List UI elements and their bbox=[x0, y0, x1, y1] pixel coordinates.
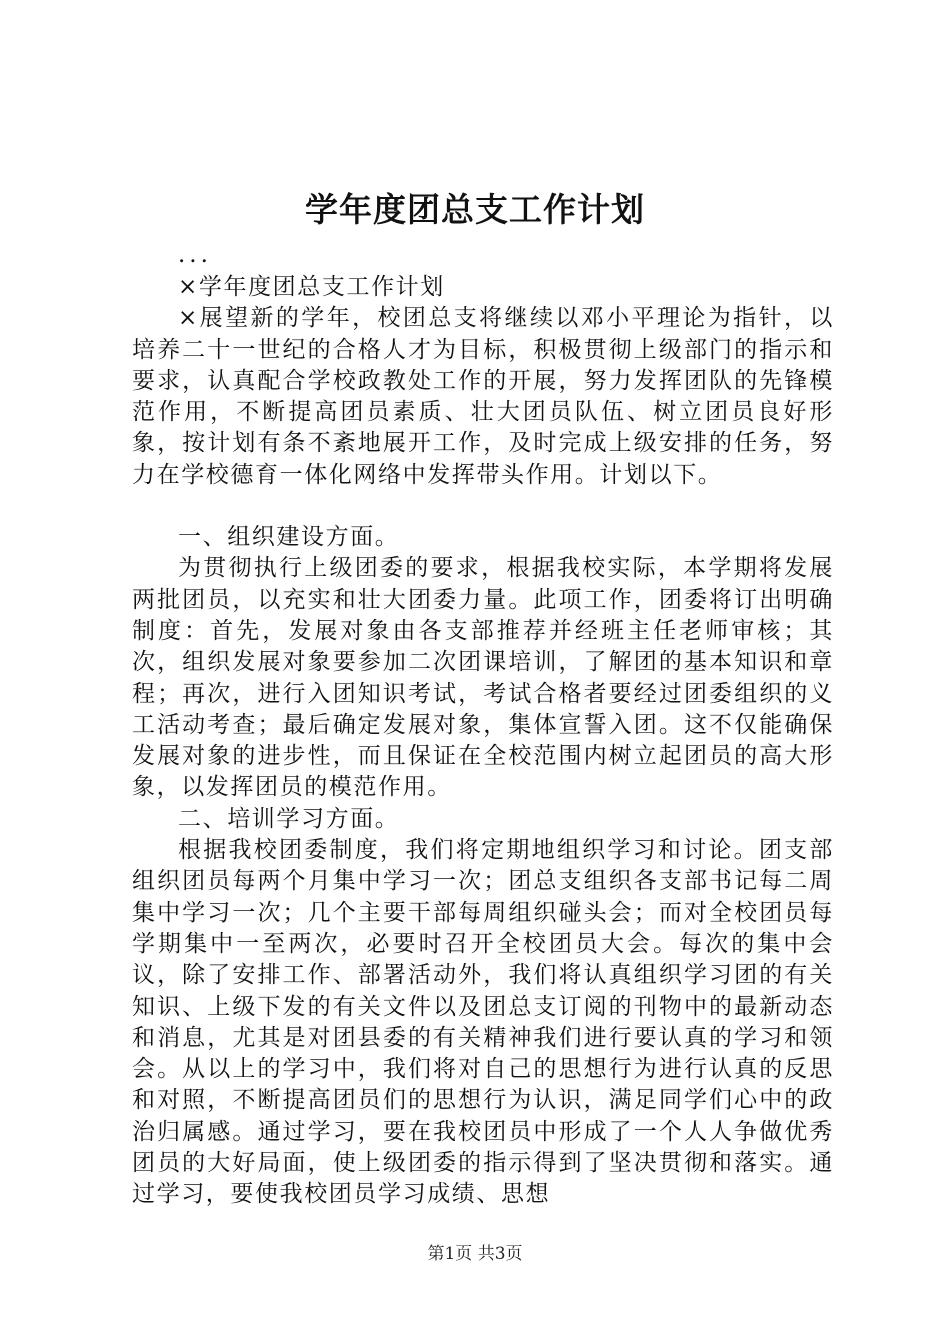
section-heading-training: 二、培训学习方面。 bbox=[178, 805, 400, 832]
ellipsis-line: ... bbox=[178, 242, 212, 268]
section-heading-organization: 一、组织建设方面。 bbox=[178, 524, 400, 551]
document-subtitle: ×学年度团总支工作计划 bbox=[178, 274, 445, 300]
training-paragraph: 根据我校团委制度，我们将定期地组织学习和讨论。团支部组织团员每两个月集中学习一次；团总支组织各支部书记每二周集中学习一次；几个主要干部每周组织碰头会；而对全校团员每学期集中一至两次，必要时召开全校团员大会。每次的集中会议，除了安排工作、部署活动外，我们将认真组织学习团的有关知识、上级下发的有关文件以及团总支订阅的刊物中的最新动态和消息，尤其是对团县委的有关精神我们进行要认真的学习和领会。从以上的学习中，我们将对自己的思想行为进行认真的反思和对照，不断提高团员们的思想行为认识，满足同学们心中的政治归属感。通过学习，要在我校团员中形成了一个人人争做优秀团员的大好局面，使上级团委的指示得到了坚决贯彻和落实。通过学习，要使我校团员学习成绩、思想 bbox=[132, 837, 834, 1208]
intro-paragraph: ×展望新的学年，校团总支将继续以邓小平理论为指针，以培养二十一世纪的合格人才为目标，积极贯彻上级部门的指示和要求，认真配合学校政教处工作的开展，努力发挥团队的先锋模范作用，不断提高团员素质、壮大团员队伍、树立团员良好形象，按计划有条不紊地展开工作，及时完成上级安排的任务，努力在学校德育一体化网络中发挥带头作用。计划以下。 bbox=[132, 305, 834, 488]
organization-paragraph: 为贯彻执行上级团委的要求，根据我校实际，本学期将发展两批团员，以充实和壮大团委力量。此项工作，团委将订出明确制度：首先，发展对象由各支部推荐并经班主任老师审核；其次，组织发展对象要参加二次团课培训，了解团的基本知识和章程；再次，进行入团知识考试，考试合格者要经过团委组织的义工活动考查；最后确定发展对象，集体宣誓入团。这不仅能确保发展对象的进步性，而且保证在全校范围内树立起团员的高大形象，以发挥团员的模范作用。 bbox=[132, 555, 834, 801]
page-footer: 第1页 共3页 bbox=[427, 1244, 523, 1264]
document-body bbox=[132, 244, 834, 1211]
page-title: 学年度团总支工作计划 bbox=[305, 190, 645, 229]
